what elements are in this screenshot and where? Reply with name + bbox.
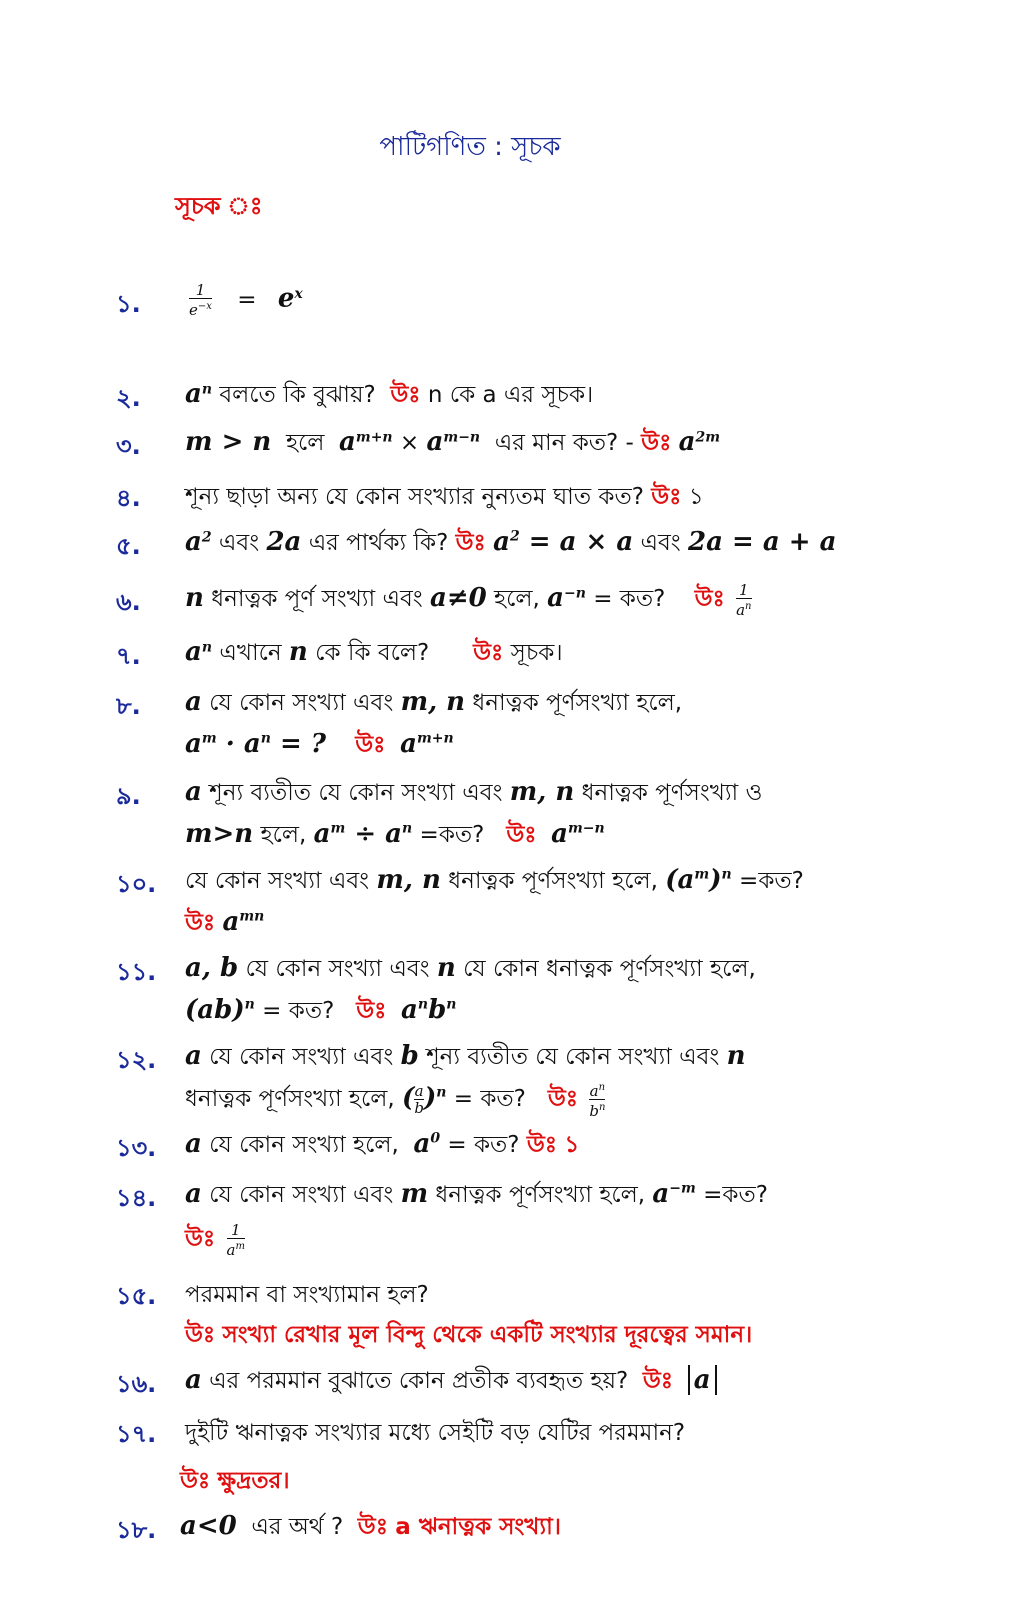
question-number: ১২. bbox=[116, 1046, 157, 1074]
question-body: যে কোন সংখ্যা হলে, bbox=[209, 1132, 399, 1158]
question-line-2 bbox=[185, 1316, 752, 1355]
question-body: যে কোন সংখ্যা এবং bbox=[245, 956, 430, 982]
fraction: $\frac{1}{e^{-x}}$ bbox=[189, 281, 212, 319]
answer-text: ১ bbox=[688, 484, 704, 510]
answer-prefix: উঃ bbox=[390, 382, 421, 408]
question-text: যে কোন সংখ্যা এবং m, n ধনাত্নক পূর্ণসংখ্যা হলে, $(a^m)^n$ =কত? bbox=[185, 865, 804, 895]
question-body: শূন্য ব্যতীত যে কোন সংখ্যা এবং bbox=[209, 780, 503, 806]
question-body-2: ধনাত্নক পূর্ণসংখ্যা হলে, bbox=[472, 690, 683, 716]
question-body-2: ধনাত্নক পূর্ণসংখ্যা হলে, bbox=[448, 868, 658, 894]
question-body-2: যে কোন ধনাত্নক পূর্ণসংখ্যা হলে, bbox=[463, 956, 756, 982]
question-tail: এর মান কত? - bbox=[494, 430, 634, 456]
question-text: $a^n$ বলতে কি বুঝায়? উঃ n কে a এর সূচক। bbox=[185, 379, 594, 409]
fraction: $\frac{1}{a^m}$ bbox=[226, 1220, 245, 1259]
question-tail-2: = কত? bbox=[593, 586, 666, 612]
question-line-2 bbox=[185, 1220, 249, 1259]
page-title: পাটিগণিত : সূচক bbox=[379, 132, 561, 162]
question-body-2: ধনাত্নক পূর্ণসংখ্যা ও bbox=[581, 780, 763, 806]
question-line-2-tail: = কত? bbox=[453, 1086, 526, 1112]
question-text: a যে কোন সংখ্যা এবং b শূন্য ব্যতীত যে কোন সংখ্যা এবং n bbox=[185, 1041, 746, 1071]
answer-prefix: উঃ bbox=[547, 1086, 579, 1112]
question-text: m > n হলে $a^{m+n} \times a^{m-n}$ এর মান কত? - উঃ $a^{2m}$ bbox=[185, 427, 721, 457]
fraction: $\frac{1}{a^n}$ bbox=[736, 580, 752, 619]
question-number: ১৪. bbox=[116, 1184, 157, 1212]
question-text: a<0 এর অর্থ ? উঃ a ঋনাত্নক সংখ্যা। bbox=[180, 1511, 561, 1541]
question-tail: =কত? bbox=[739, 868, 804, 894]
section-heading: সূচক ঃ bbox=[175, 192, 263, 220]
question-tail: হলে, bbox=[494, 586, 540, 612]
question-body: যে কোন সংখ্যা এবং bbox=[185, 868, 370, 894]
question-text: a যে কোন সংখ্যা হলে, $a^0$ = কত? উঃ ১ bbox=[185, 1129, 580, 1159]
answer-text: ১ bbox=[564, 1132, 580, 1158]
question-body: এর অর্থ ? bbox=[251, 1514, 344, 1540]
question-body-2: ধনাত্নক পূর্ণসংখ্যা হলে, bbox=[435, 1182, 646, 1208]
question-number: ২. bbox=[116, 384, 141, 412]
question-tail: =কত? bbox=[703, 1182, 768, 1208]
answer-text: সূচক। bbox=[510, 640, 563, 666]
question-text: a, b যে কোন সংখ্যা এবং n যে কোন ধনাত্নক পূর্ণসংখ্যা হলে, bbox=[185, 953, 756, 983]
answer-prefix: উঃ bbox=[473, 640, 504, 666]
answer-prefix: উঃ bbox=[185, 910, 216, 936]
question-number: ১০. bbox=[116, 870, 157, 898]
answer-text: n কে a এর সূচক। bbox=[427, 382, 594, 408]
question-number: ১. bbox=[116, 290, 141, 318]
question-body: যে কোন সংখ্যা এবং bbox=[209, 690, 394, 716]
question-body: শূন্য ছাড়া অন্য যে কোন সংখ্যার নুন্যতম ঘাত কত? bbox=[185, 484, 644, 510]
question-body: হলে bbox=[285, 430, 325, 456]
question-number: ৪. bbox=[116, 484, 141, 512]
question-line-2: m>n হলে, $a^m \div a^n$ =কত? উঃ $a^{m-n}$ bbox=[185, 819, 605, 849]
question-line-2-text: ধনাত্নক পূর্ণসংখ্যা হলে, bbox=[185, 1086, 395, 1112]
question-body: এবং bbox=[218, 530, 260, 556]
question-number: ১৬. bbox=[116, 1370, 157, 1398]
question-number: ১৮. bbox=[116, 1516, 157, 1544]
answer-text: ক্ষুদ্রতর। bbox=[217, 1468, 290, 1494]
question-line-2: উঃ $a^{mn}$ bbox=[185, 907, 265, 937]
question-body: এর পরমমান বুঝাতে কোন প্রতীক ব্যবহৃত হয়? bbox=[209, 1368, 629, 1394]
question-line-2 bbox=[180, 1462, 290, 1501]
question-text: $\frac{1}{e^{-x}}$ = $e^x$ bbox=[189, 281, 303, 319]
math-term: e bbox=[277, 283, 295, 314]
question-text: a শূন্য ব্যতীত যে কোন সংখ্যা এবং m, n ধনাত্নক পূর্ণসংখ্যা ও bbox=[185, 777, 763, 807]
answer-prefix: উঃ bbox=[356, 998, 387, 1024]
question-number: ৫. bbox=[116, 532, 141, 560]
answer-prefix: উঃ bbox=[357, 1514, 388, 1540]
answer-prefix: উঃ bbox=[694, 586, 725, 612]
question-text: দুইটি ঋনাত্নক সংখ্যার মধ্যে সেইটি বড় যেটির পরমমান? bbox=[185, 1420, 686, 1446]
question-text: a এর পরমমান বুঝাতে কোন প্রতীক ব্যবহৃত হয়? উঃ a bbox=[185, 1362, 717, 1401]
question-line-2-text: = কত? bbox=[262, 998, 335, 1024]
answer-text: এবং bbox=[640, 530, 681, 556]
question-line-2-tail: =কত? bbox=[419, 822, 485, 848]
answer-prefix: উঃ bbox=[455, 530, 486, 556]
question-text: a যে কোন সংখ্যা এবং m, n ধনাত্নক পূর্ণসংখ্যা হলে, bbox=[185, 687, 683, 717]
question-body: যে কোন সংখ্যা এবং bbox=[209, 1182, 394, 1208]
answer-prefix: উঃ bbox=[185, 1226, 216, 1252]
answer-prefix: উঃ bbox=[526, 1132, 558, 1158]
answer-prefix: উঃ bbox=[641, 430, 672, 456]
answer-prefix: উঃ bbox=[185, 1322, 216, 1348]
answer-text: a ঋনাত্নক সংখ্যা। bbox=[395, 1514, 561, 1540]
absolute-value-symbol: a bbox=[688, 1365, 717, 1395]
answer-prefix: উঃ bbox=[355, 732, 386, 758]
question-text: $a^2$ এবং 2a এর পার্থক্য কি? উঃ $a^2 = a \times a$ এবং 2a = a + a bbox=[185, 527, 837, 557]
question-line-2-text: হলে, bbox=[260, 822, 307, 848]
question-body-2: শূন্য ব্যতীত যে কোন সংখ্যা এবং bbox=[426, 1044, 720, 1070]
question-number: ১১. bbox=[116, 958, 157, 986]
fraction: $\frac{a^n}{b^n}$ bbox=[589, 1082, 606, 1120]
question-text: a যে কোন সংখ্যা এবং m ধনাত্নক পূর্ণসংখ্যা হলে, $a^{-m}$ =কত? bbox=[185, 1179, 768, 1209]
answer-prefix: উঃ bbox=[651, 484, 682, 510]
question-number: ৬. bbox=[116, 588, 141, 616]
question-text: পরমমান বা সংখ্যামান হল? bbox=[185, 1282, 429, 1308]
question-number: ৮. bbox=[116, 692, 141, 720]
answer-text: a bbox=[678, 427, 696, 457]
question-number: ৩. bbox=[116, 432, 141, 460]
question-number: ১৫. bbox=[116, 1282, 157, 1310]
question-body: বলতে কি বুঝায়? bbox=[219, 382, 376, 408]
question-body: ধনাত্নক পূর্ণ সংখ্যা এবং bbox=[211, 586, 423, 612]
question-text: $a^n$ এখানে n কে কি বলে? উঃ সূচক। bbox=[185, 637, 563, 667]
question-tail: এর পার্থক্য কি? bbox=[308, 530, 449, 556]
question-number: ৯. bbox=[116, 782, 141, 810]
question-body: এখানে bbox=[219, 640, 282, 666]
question-text: n ধনাত্নক পূর্ণ সংখ্যা এবং a≠0 হলে, $a^{-n}$ = কত? উঃ $\frac{1}{a^n}$ bbox=[185, 580, 752, 619]
answer-prefix: উঃ bbox=[506, 822, 537, 848]
fraction: $\frac{a}{b}$ bbox=[414, 1082, 424, 1117]
question-body: যে কোন সংখ্যা এবং bbox=[209, 1044, 394, 1070]
answer-prefix: উঃ bbox=[642, 1368, 674, 1394]
question-line-2: (ab)$^n$ = কত? উঃ $a^nb^n$ bbox=[185, 995, 457, 1025]
answer-prefix: উঃ bbox=[180, 1468, 211, 1494]
question-number: ১৩. bbox=[116, 1134, 157, 1162]
question-line-2: ধনাত্নক পূর্ণসংখ্যা হলে, ( $\frac{a}{b}$ )$^n$ = কত? উঃ $\frac{a^n}{b^n}$ bbox=[185, 1082, 606, 1120]
question-line-2: $a^m \cdot a^n$ = ? উঃ $a^{m+n}$ bbox=[185, 729, 454, 759]
answer-text: সংখ্যা রেখার মূল বিন্দু থেকে একটি সংখ্যার দূরত্বের সমান। bbox=[222, 1322, 753, 1348]
question-tail: কে কি বলে? bbox=[315, 640, 430, 666]
question-text bbox=[185, 478, 704, 517]
question-tail: = কত? bbox=[447, 1132, 520, 1158]
question-number: ৭. bbox=[116, 642, 141, 670]
question-number: ১৭. bbox=[116, 1420, 157, 1448]
